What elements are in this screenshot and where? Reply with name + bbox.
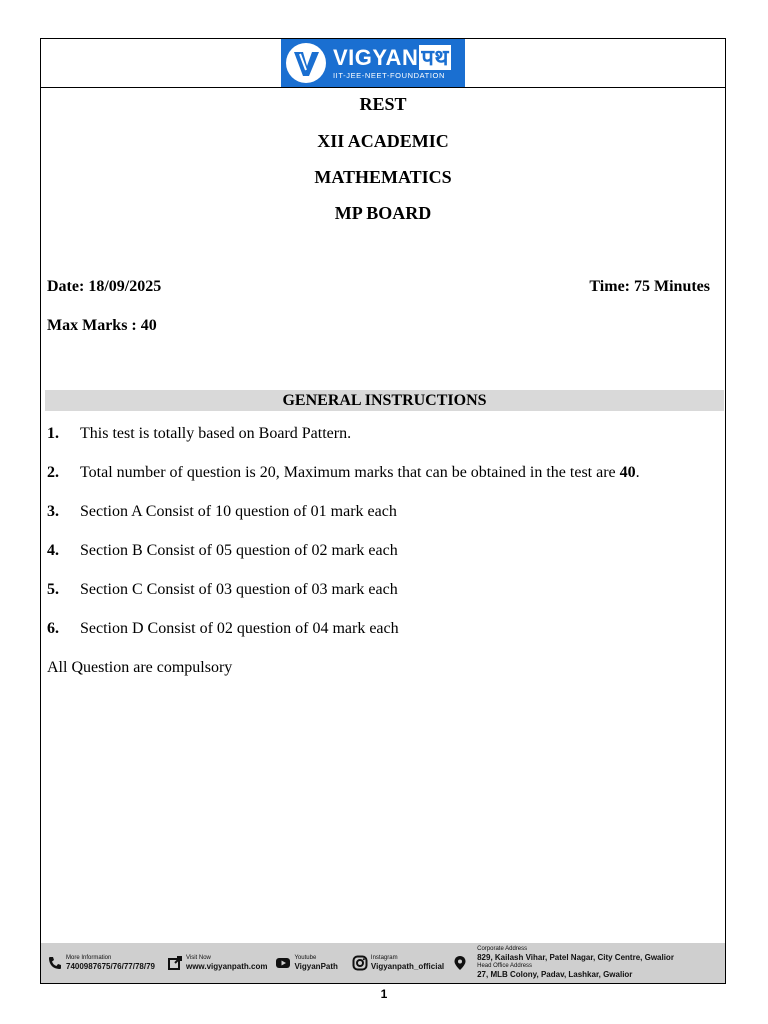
compulsory-note: All Question are compulsory: [47, 659, 233, 676]
logo-v-icon: [283, 40, 329, 86]
youtube-label: Youtube: [294, 954, 317, 961]
footer-bar: [41, 943, 725, 983]
instruction-text: This test is totally based on Board Pattern.: [80, 425, 352, 442]
instruction-number: 4.: [47, 542, 59, 559]
instruction-text: [80, 464, 640, 482]
vigyanpath-logo: [281, 39, 465, 87]
instruction-number: 5.: [47, 581, 59, 598]
instruction-item: [47, 620, 399, 638]
general-instructions-heading: GENERAL INSTRUCTIONS: [45, 390, 724, 411]
head-office-label: Head Office Address: [477, 963, 533, 969]
footer-address: [452, 946, 674, 980]
instruction-item: [47, 581, 398, 599]
instruction-item: [47, 464, 640, 482]
instagram-icon: [352, 955, 368, 971]
exam-date: Date: 18/09/2025: [47, 278, 162, 295]
youtube-channel[interactable]: VigyanPath: [294, 961, 338, 971]
phone-icon: [47, 955, 63, 971]
footer-instagram[interactable]: [352, 955, 444, 972]
more-info-label: More Information: [66, 954, 112, 961]
instruction-number: 1.: [47, 425, 59, 442]
page-frame: [40, 38, 726, 984]
instagram-handle[interactable]: Vigyanpath_official: [370, 961, 445, 971]
instruction-text: Section C Consist of 03 question of 03 mark each: [80, 581, 398, 598]
max-marks: Max Marks : 40: [47, 317, 157, 334]
title-board: MP BOARD: [334, 203, 432, 223]
head-office-address: 27, MLB Colony, Padav, Lashkar, Gwalior: [477, 970, 633, 979]
exam-time: Time: 75 Minutes: [589, 278, 710, 295]
instruction-text: Section D Consist of 02 question of 04 mark each: [80, 620, 399, 637]
instruction-text: Section B Consist of 05 question of 02 mark each: [80, 542, 398, 559]
phone-number: 7400987675/76/77/78/79: [66, 961, 155, 971]
logo-wordmark: [333, 44, 451, 70]
location-pin-icon: [452, 955, 468, 971]
logo-text: [333, 44, 451, 80]
instruction-number: 2.: [47, 464, 59, 481]
header-band: [41, 39, 725, 88]
logo-name: VIGYAN: [333, 44, 419, 70]
instruction-item: [47, 503, 397, 521]
instruction-item: [47, 425, 351, 443]
page-number: 1: [380, 987, 388, 1001]
instagram-label: Instagram: [370, 954, 398, 961]
visit-label: Visit Now: [185, 954, 211, 961]
footer-youtube[interactable]: [275, 955, 337, 972]
website-link[interactable]: www.vigyanpath.com: [185, 961, 268, 971]
instruction-number: 3.: [47, 503, 59, 520]
corporate-address-label: Corporate Address: [477, 946, 528, 952]
youtube-icon: [275, 955, 291, 971]
footer-phone: [47, 955, 155, 972]
instruction-number: 6.: [47, 620, 59, 637]
corporate-address: 829, Kailash Vihar, Patel Nagar, City Centre, Gwalior: [477, 953, 674, 962]
total-marks-value: 40: [619, 464, 636, 481]
title-subject: MATHEMATICS: [314, 167, 452, 187]
footer-website[interactable]: [167, 955, 268, 972]
instruction-text-main: Total number of question is 20, Maximum marks that can be obtained in the test are: [80, 464, 620, 481]
instruction-text-tail: .: [635, 464, 640, 481]
title-rest: REST: [359, 94, 407, 114]
instruction-item: [47, 542, 398, 560]
instruction-text: Section A Consist of 10 question of 01 mark each: [80, 503, 397, 520]
logo-tagline: IIT-JEE-NEET-FOUNDATION: [333, 70, 445, 80]
title-class: XII ACADEMIC: [317, 131, 449, 151]
logo-devanagari: पथ: [421, 44, 449, 70]
external-link-icon: [167, 955, 183, 971]
